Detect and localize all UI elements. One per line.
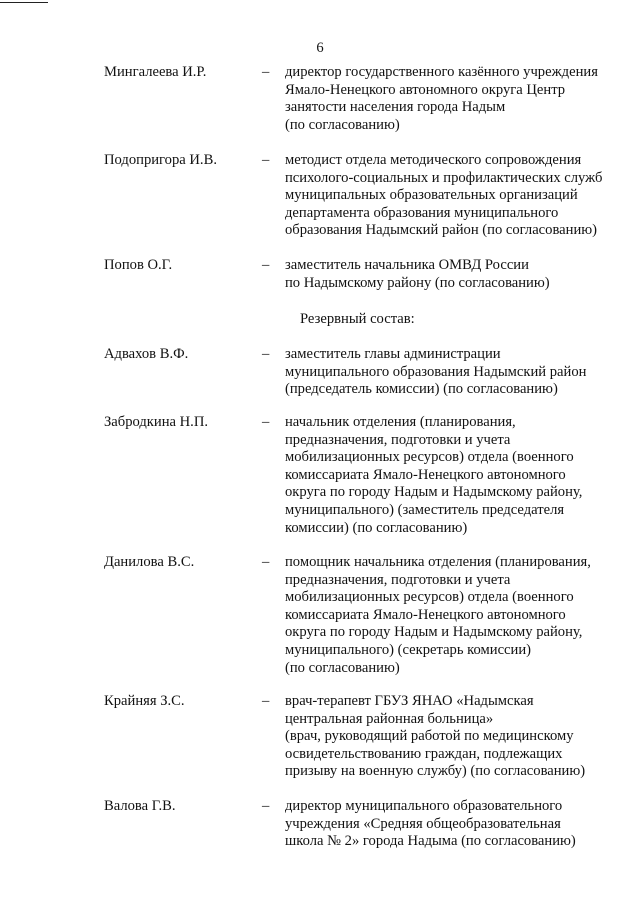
role-line: комиссариата Ямало-Ненецкого автономного [285, 466, 566, 483]
corner-scan-mark [0, 2, 48, 3]
member-name: Крайняя З.С. [104, 693, 185, 709]
dash-separator: – [262, 414, 270, 430]
role-line: мобилизационных ресурсов) отдела (военного [285, 589, 574, 606]
reserve-section-title: Резервный состав: [300, 311, 415, 327]
role-line: муниципального образования Надымский район [285, 363, 587, 380]
role-line: заместитель начальника ОМВД России [285, 257, 529, 273]
page-number: 6 [316, 40, 324, 56]
role-line: освидетельствованию граждан, подлежащих [285, 745, 563, 762]
role-line: директор муниципального образовательного [285, 798, 563, 814]
member-role [285, 798, 615, 851]
role-line: директор государственного казённого учреждения [285, 64, 598, 80]
member-role [285, 693, 615, 781]
member-name: Подопригора И.В. [104, 152, 217, 168]
role-line: комиссии) (по согласованию) [285, 519, 468, 536]
member-role [285, 64, 615, 134]
member-name: Мингалеева И.Р. [104, 64, 207, 80]
role-line: образования Надымский район (по согласованию) [285, 222, 598, 239]
member-role [285, 152, 615, 240]
role-line: психолого-социальных и профилактических служб [285, 169, 603, 186]
role-line: начальник отделения (планирования, [285, 414, 516, 430]
role-line: (председатель комиссии) (по согласованию) [285, 381, 558, 398]
role-line: мобилизационных ресурсов) отдела (военного [285, 449, 574, 466]
dash-separator: – [262, 693, 270, 709]
role-line: учреждения «Средняя общеобразовательная [285, 815, 561, 832]
role-line: округа по городу Надым и Надымскому району, [285, 484, 583, 501]
member-name: Адвахов В.Ф. [104, 346, 189, 362]
dash-separator: – [262, 152, 270, 168]
role-line: центральная районная больница» [285, 710, 494, 727]
member-role [285, 346, 615, 399]
role-line: по Надымскому району (по согласованию) [285, 274, 550, 291]
role-line: комиссариата Ямало-Ненецкого автономного [285, 606, 566, 623]
role-line: заместитель главы администрации [285, 346, 501, 362]
role-line: муниципального) (заместитель председателя [285, 501, 565, 518]
role-line: методист отдела методического сопровождения [285, 152, 582, 168]
dash-separator: – [262, 798, 270, 814]
role-line: (по согласованию) [285, 116, 400, 133]
role-line: предназначения, подготовки и учета [285, 431, 511, 448]
member-role [285, 257, 615, 292]
member-name: Забродкина Н.П. [104, 414, 209, 430]
dash-separator: – [262, 64, 270, 80]
dash-separator: – [262, 554, 270, 570]
role-line: муниципальных образовательных организаций [285, 187, 578, 204]
role-line: муниципального) (секретарь комиссии) [285, 641, 531, 658]
member-name: Попов О.Г. [104, 257, 173, 273]
role-line: призыву на военную службу) (по согласованию) [285, 763, 586, 780]
member-role [285, 554, 615, 677]
member-role [285, 414, 615, 537]
dash-separator: – [262, 346, 270, 362]
role-line: Ямало-Ненецкого автономного округа Центр [285, 81, 566, 98]
member-name: Валова Г.В. [104, 798, 176, 814]
role-line: департамента образования муниципального [285, 204, 559, 221]
member-name: Данилова В.С. [104, 554, 195, 570]
role-line: предназначения, подготовки и учета [285, 571, 511, 588]
role-line: (по согласованию) [285, 659, 400, 676]
role-line: (врач, руководящий работой по медицинскому [285, 728, 574, 745]
role-line: занятости населения города Надым [285, 99, 506, 116]
dash-separator: – [262, 257, 270, 273]
role-line: врач-терапевт ГБУЗ ЯНАО «Надымская [285, 693, 534, 709]
role-line: округа по городу Надым и Надымскому району, [285, 624, 583, 641]
role-line: помощник начальника отделения (планирования, [285, 554, 591, 570]
role-line: школа № 2» города Надыма (по согласованию) [285, 833, 576, 850]
